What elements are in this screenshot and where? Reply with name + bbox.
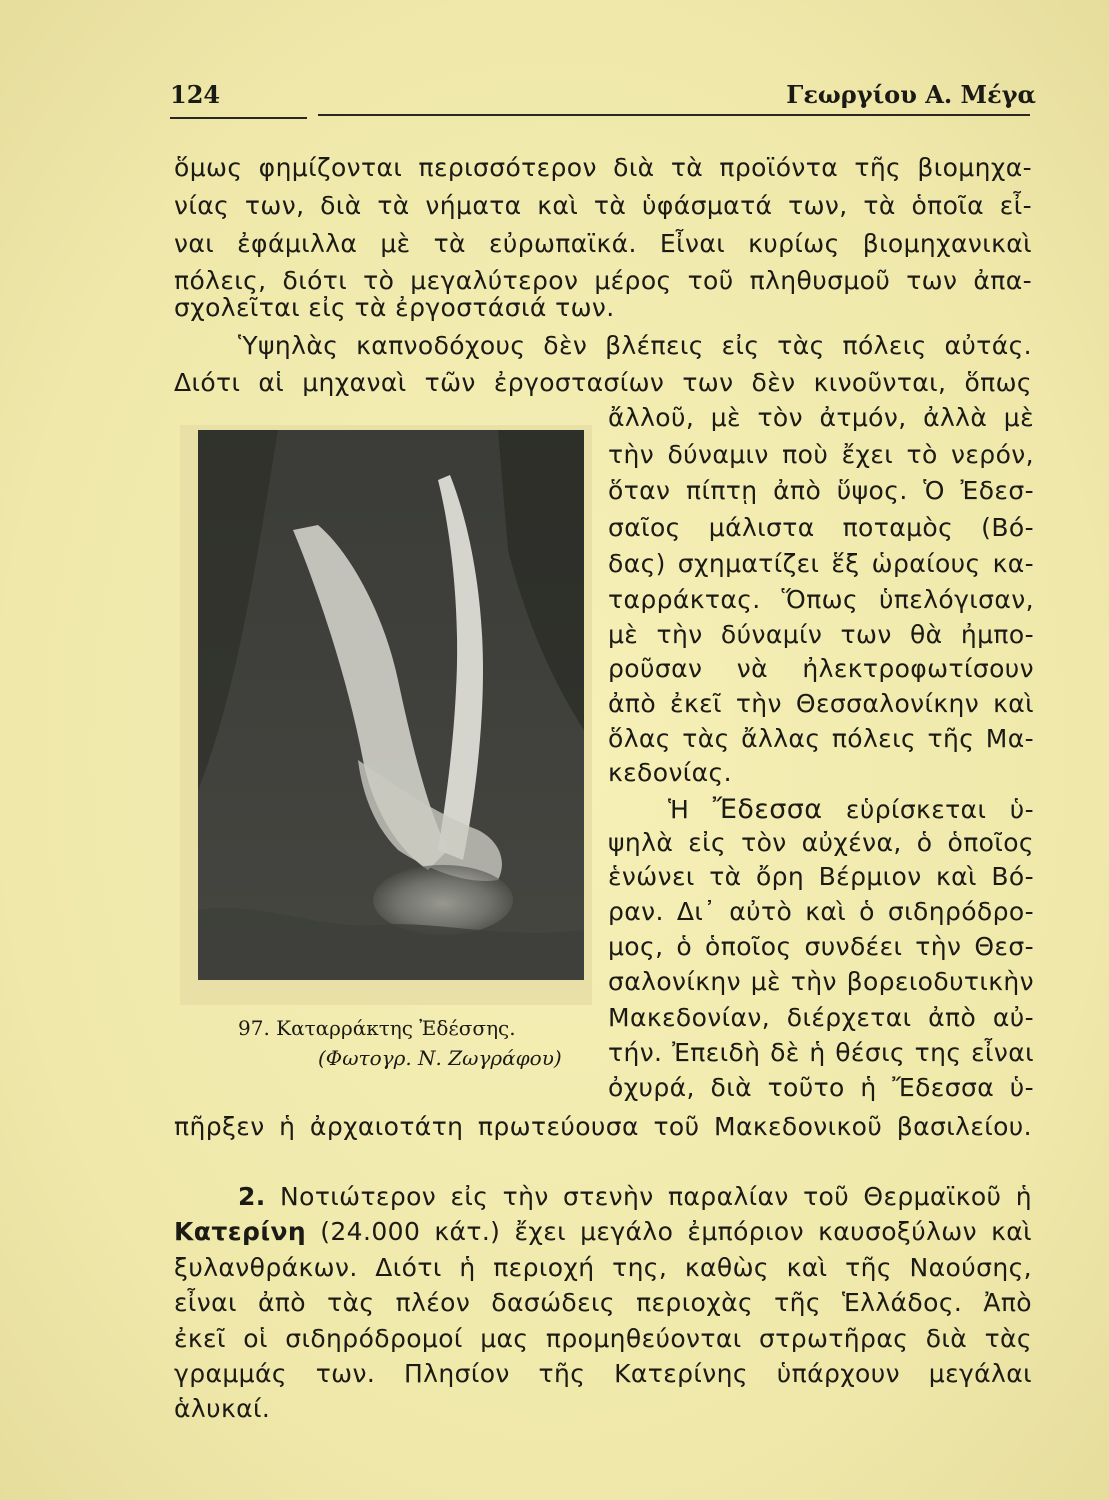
text-line: ψηλὰ εἰς τὸν αὐχένα, ὁ ὁποῖος bbox=[608, 828, 1034, 857]
text-line: ὅταν πίπτῃ ἀπὸ ὕψος. Ὁ Ἐδεσ- bbox=[608, 476, 1034, 505]
text-line: Διότι αἱ μηχαναὶ τῶν ἐργοστασίων των δὲν κινοῦνται, ὅπως bbox=[174, 368, 1032, 397]
text-line: σαῖος μάλιστα ποταμὸς (Βό- bbox=[608, 513, 1034, 542]
text-line: ὀχυρά, διὰ τοῦτο ἡ Ἔδεσσα ὑ- bbox=[608, 1073, 1034, 1102]
text-line bbox=[238, 1182, 1032, 1212]
running-head: Γεωργίου Α. Μέγα bbox=[786, 80, 1036, 109]
text-fragment: Ἡ bbox=[668, 795, 713, 824]
text-line: τὴν δύναμιν ποὺ ἔχει τὸ νερόν, bbox=[608, 440, 1034, 469]
text-line: ἐκεῖ οἱ σιδηρόδρομοί μας προμηθεύονται στρωτῆρας διὰ τὰς bbox=[174, 1324, 1032, 1353]
text-line: ξυλανθράκων. Διότι ἡ περιοχή της, καθὼς καὶ τῆς Ναούσης, bbox=[174, 1253, 1032, 1282]
text-line: πόλεις, διότι τὸ μεγαλύτερον μέρος τοῦ πληθυσμοῦ των ἀπα- bbox=[174, 266, 1032, 295]
text-line: ραν. Δι᾽ αὐτὸ καὶ ὁ σιδηρόδρο- bbox=[608, 897, 1034, 926]
place-name-edessa: Ἔδεσσα bbox=[712, 794, 823, 825]
text-line: ροῦσαν νὰ ἠλεκτροφωτίσουν bbox=[608, 654, 1034, 683]
text-fragment: (24.000 κάτ.) ἔχει μεγάλο ἐμπόριον καυσοξύλων καὶ bbox=[306, 1217, 1032, 1246]
figure-caption: 97. Καταρράκτης Ἐδέσσης. bbox=[238, 1016, 516, 1040]
text-line: ναι ἐφάμιλλα μὲ τὰ εὐρωπαϊκά. Εἶναι κυρίως βιομηχανικαὶ bbox=[174, 229, 1032, 258]
text-line: ὅμως φημίζονται περισσότερον διὰ τὰ προϊόντα τῆς βιομηχα- bbox=[174, 153, 1032, 182]
header-rule-left bbox=[170, 117, 307, 119]
text-line: μος, ὁ ὁποῖος συνδέει τὴν Θεσ- bbox=[608, 932, 1034, 961]
place-name-katerini: Κατερίνη bbox=[174, 1217, 307, 1246]
text-line: νίας των, διὰ τὰ νήματα καὶ τὰ ὑφάσματά των, τὰ ὁποῖα εἶ- bbox=[174, 191, 1032, 220]
text-line: τήν. Ἐπειδὴ δὲ ἡ θέσις της εἶναι bbox=[608, 1038, 1034, 1067]
photo-credit: (Φωτογρ. Ν. Ζωγράφου) bbox=[318, 1046, 562, 1070]
text-line: ἑνώνει τὰ ὄρη Βέρμιον καὶ Βό- bbox=[608, 862, 1034, 891]
section-number: 2. bbox=[238, 1182, 266, 1211]
text-line: πῆρξεν ἡ ἀρχαιοτάτη πρωτεύουσα τοῦ Μακεδονικοῦ βασιλείου. bbox=[174, 1112, 1032, 1141]
text-line bbox=[174, 1217, 1032, 1247]
text-line: κεδονίας. bbox=[608, 758, 732, 787]
text-line: μὲ τὴν δύναμίν των θὰ ἠμπο- bbox=[608, 620, 1034, 649]
text-line: δας) σχηματίζει ἕξ ὡραίους κα- bbox=[608, 549, 1034, 578]
text-line: σχολεῖται εἰς τὰ ἐργοστάσιά των. bbox=[174, 293, 615, 322]
text-line: ὅλας τὰς ἄλλας πόλεις τῆς Μα- bbox=[608, 724, 1034, 753]
text-line: γραμμάς των. Πλησίον τῆς Κατερίνης ὑπάρχουν μεγάλαι bbox=[174, 1359, 1032, 1388]
page-number: 124 bbox=[170, 80, 221, 109]
text-line: ἁλυκαί. bbox=[174, 1394, 271, 1423]
text-line: Ὑψηλὰς καπνοδόχους δὲν βλέπεις εἰς τὰς πόλεις αὐτάς. bbox=[238, 331, 1032, 360]
text-line: ἀπὸ ἐκεῖ τὴν Θεσσαλονίκην καὶ bbox=[608, 689, 1034, 718]
text-line: ταρράκτας. Ὅπως ὑπελόγισαν, bbox=[608, 585, 1034, 614]
text-line: ἄλλοῦ, μὲ τὸν ἀτμόν, ἀλλὰ μὲ bbox=[608, 403, 1034, 432]
text-fragment: εὑρίσκεται ὑ- bbox=[822, 795, 1034, 824]
text-line: Μακεδονίαν, διέρχεται ἀπὸ αὐ- bbox=[608, 1003, 1034, 1032]
text-line bbox=[668, 795, 1034, 825]
header-rule-right bbox=[318, 114, 1030, 116]
text-line: σαλονίκην μὲ τὴν βορειοδυτικὴν bbox=[608, 967, 1034, 996]
text-line: εἶναι ἀπὸ τὰς πλέον δασώδεις περιοχὰς τῆς Ἑλλάδος. Ἀπὸ bbox=[174, 1288, 1032, 1317]
text-fragment: Νοτιώτερον εἰς τὴν στενὴν παραλίαν τοῦ Θερμαϊκοῦ ἡ bbox=[265, 1182, 1032, 1211]
waterfall-photo bbox=[198, 430, 584, 980]
